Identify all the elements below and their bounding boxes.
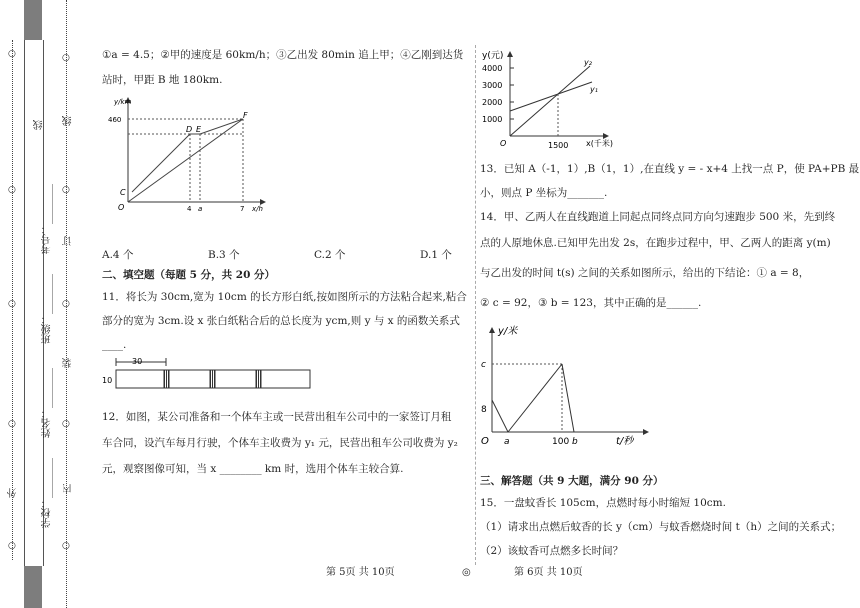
q10-conclusions: ①a = 4.5；②甲的速度是 60km/h；③乙出发 80min 追上甲；④乙刚到达货	[102, 49, 464, 61]
paper-width-label: 30	[132, 357, 143, 366]
q13-line1: 13．已知 A（-1，1）,B（1，1）,在直线 y = - x+4 上找一点 P，使 PA+PB 最	[480, 163, 860, 175]
exam-number-field[interactable]: 考号：________	[42, 184, 53, 254]
distance-time-graph	[100, 92, 275, 217]
circle-mark: ○	[8, 419, 16, 429]
overlap-3	[256, 370, 261, 388]
segment-1	[492, 400, 508, 432]
graph1-ylabel: y/km	[114, 98, 132, 106]
page-divider	[475, 45, 476, 565]
q11-line1: 11．将长为 30cm,宽为 10cm 的长方形白纸,按如图所示的方法粘合起来,粘合	[102, 291, 467, 303]
line-ef	[200, 119, 243, 134]
circle-mark: ○	[62, 419, 70, 429]
graph3-8: 8	[481, 405, 487, 415]
q14-line4: ② c = 92，③ b = 123，其中正确的是______.	[480, 297, 702, 309]
graph3-xlabel: t/秒	[616, 436, 634, 447]
center-mark: ◎	[462, 567, 471, 578]
circle-mark: ○	[62, 299, 70, 309]
binding-nei: 内	[63, 484, 74, 494]
cost-distance-graph	[480, 46, 630, 154]
circle-mark: ○	[8, 49, 16, 59]
graph2-tick-1000: 1000	[482, 115, 503, 124]
q15-part1: （1）请求出点燃后蚊香的长 y（cm）与蚊香燃烧时间 t（h）之间的关系式；	[480, 521, 842, 533]
q14-line3: 与乙出发的时间 t(s) 之间的关系如图所示，给出的下结论：① a = 8，	[480, 267, 810, 279]
school-field[interactable]: 学校：________	[42, 458, 53, 528]
line-y1	[510, 82, 592, 111]
graph2-tick-3000: 3000	[482, 81, 503, 90]
paper-height-label: 10	[102, 376, 113, 385]
paper-strip-diagram	[100, 354, 320, 394]
q11-line3: ____.	[102, 339, 127, 351]
graph2-ylabel: y(元)	[482, 51, 504, 61]
page-number-right: 第 6页 共 10页	[514, 567, 583, 578]
binding-xian: 线	[63, 116, 74, 126]
graph3-b: b	[572, 437, 578, 447]
q12-line2: 车合同，设汽车每月行驶，个体车主收费为 y₁ 元，民营出租车公司收费为 y₂	[102, 437, 458, 449]
option-a[interactable]: A.4 个	[102, 249, 134, 261]
circle-mark: ○	[8, 299, 16, 309]
graph2-origin: O	[500, 139, 507, 148]
graph3-c: c	[481, 360, 486, 370]
binding-ding: 订	[63, 236, 74, 246]
q11-line2: 部分的宽为 3cm.设 x 张白纸粘合后的总长度为 ycm,则 y 与 x 的函数关系式	[102, 315, 460, 327]
graph1-x4: 4	[187, 205, 192, 213]
q15-part2: （2）该蚊香可点燃多长时间？	[480, 545, 624, 557]
q14-line2: 点的人原地休息.已知甲先出发 2s，在跑步过程中，甲、乙两人的距离 y(m)	[480, 237, 831, 249]
graph3-x100: 100	[552, 437, 570, 447]
graph2-y1: y₁	[590, 85, 598, 94]
option-b[interactable]: B.3 个	[208, 249, 240, 261]
option-d[interactable]: D.1 个	[420, 249, 452, 261]
binding-margin	[0, 0, 88, 608]
binding-wai: 外	[8, 488, 19, 498]
distance-time-graph-2	[478, 322, 658, 452]
circle-mark: ○	[8, 185, 16, 195]
graph2-x1500: 1500	[548, 141, 569, 150]
graph2-xlabel: x(千米)	[586, 139, 613, 148]
binding-bar-bottom	[24, 566, 42, 608]
section-fill-in: 二、填空题（每题 5 分，共 20 分）	[102, 269, 276, 281]
graph3-origin: O	[481, 436, 489, 447]
graph1-origin: O	[118, 203, 125, 212]
graph1-460: 460	[108, 116, 122, 124]
circle-mark: ○	[62, 541, 70, 551]
q12-line3: 元，观察图像可知，当 x ________ km 时，选用个体车主较合算.	[102, 463, 404, 475]
graph1-xa: a	[198, 205, 203, 213]
overlap-1	[164, 370, 169, 388]
segment-2	[508, 364, 562, 432]
class-field[interactable]: 班级：________	[42, 274, 53, 344]
q12-line1: 12．如图，某公司准备和一个体车主或一民营出租车公司中的一家签订月租	[102, 411, 452, 423]
graph2-tick-2000: 2000	[482, 98, 503, 107]
page-number-left: 第 5页 共 10页	[326, 567, 395, 578]
graph2-tick-4000: 4000	[482, 64, 503, 73]
graph3-a: a	[504, 437, 510, 447]
q15-line1: 15．一盘蚊香长 105cm，点燃时每小时缩短 10cm.	[480, 497, 726, 509]
graph1-point-e: E	[196, 125, 202, 134]
circle-mark: ○	[62, 53, 70, 63]
line-y2	[510, 66, 590, 136]
name-field[interactable]: 姓名：________	[42, 368, 53, 438]
option-c[interactable]: C.2 个	[314, 249, 346, 261]
circle-mark: ○	[62, 185, 70, 195]
q10-conclusions-line2: 站时，甲距 B 地 180km.	[102, 74, 223, 86]
graph1-point-d: D	[186, 125, 193, 134]
binding-bar-top	[24, 0, 42, 40]
graph3-ylabel: y/米	[498, 326, 518, 337]
graph1-point-f: F	[243, 111, 248, 120]
circle-mark: ○	[8, 541, 16, 551]
q14-line1: 14．甲、乙两人在直线跑道上同起点同终点同方向匀速跑步 500 米，先到终	[480, 211, 836, 223]
binding-xian-outer: 线	[34, 120, 45, 130]
binding-zhuang: 装	[63, 358, 74, 368]
q13-line2: 小，则点 P 坐标为_______.	[480, 187, 608, 199]
graph1-x7: 7	[240, 205, 245, 213]
section-answer: 三、解答题（共 9 大题，满分 90 分）	[480, 475, 664, 487]
graph1-xlabel: x/h	[252, 205, 263, 213]
overlap-2	[210, 370, 215, 388]
graph2-y2: y₂	[584, 58, 592, 67]
segment-3	[562, 364, 574, 432]
graph1-point-c: C	[120, 188, 126, 197]
